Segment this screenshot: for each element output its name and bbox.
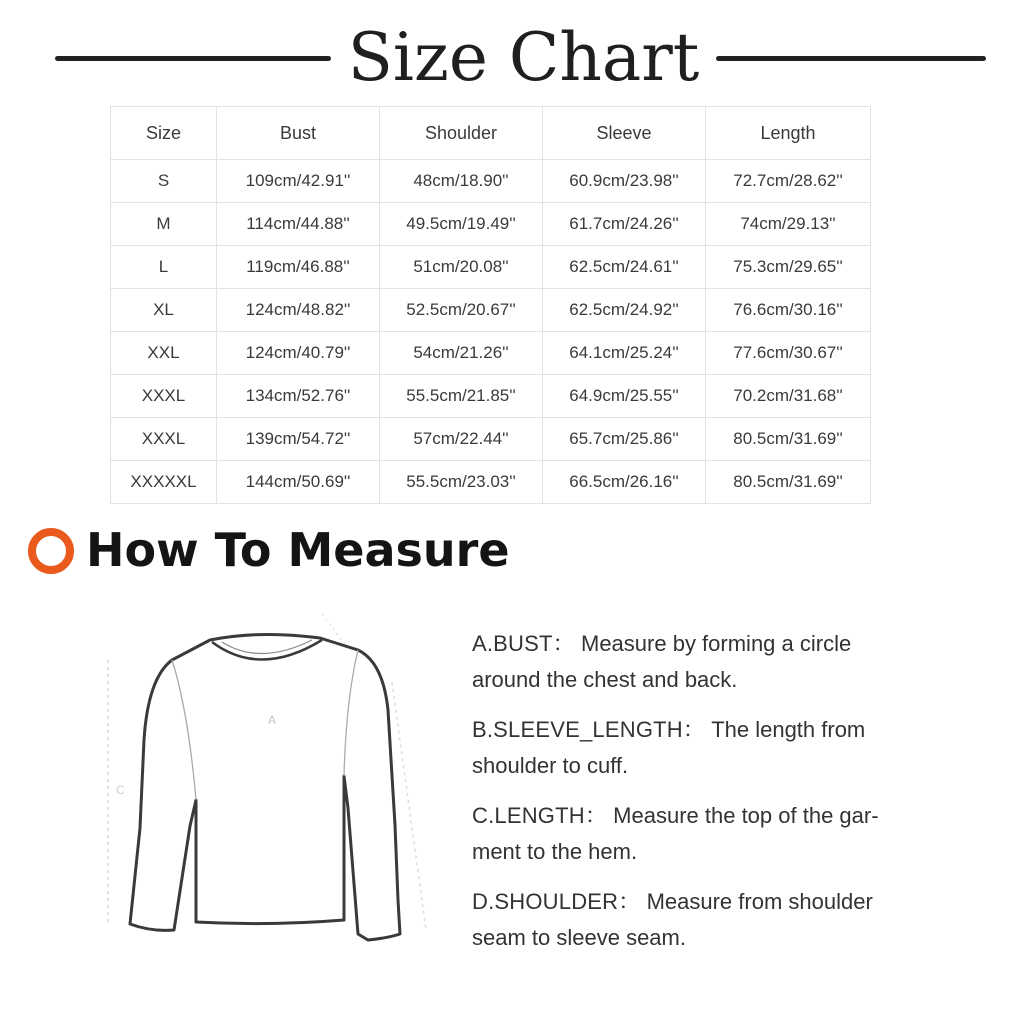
header-shoulder: Shoulder <box>380 107 543 160</box>
cell-length: 77.6cm/30.67'' <box>706 332 871 375</box>
title-rule-left <box>55 56 331 61</box>
cell-sleeve: 61.7cm/24.26'' <box>543 203 706 246</box>
cell-length: 74cm/29.13'' <box>706 203 871 246</box>
page-title: Size Chart <box>347 19 700 96</box>
table-row <box>111 418 871 461</box>
size-table <box>110 106 871 504</box>
cell-bust: 124cm/48.82'' <box>217 289 380 332</box>
cell-size: L <box>111 246 217 289</box>
cell-length: 70.2cm/31.68'' <box>706 375 871 418</box>
cell-shoulder: 54cm/21.26'' <box>380 332 543 375</box>
instruction-shoulder <box>472 884 922 956</box>
cell-sleeve: 60.9cm/23.98'' <box>543 160 706 203</box>
cell-length: 72.7cm/28.62'' <box>706 160 871 203</box>
cell-size: M <box>111 203 217 246</box>
table-row <box>111 289 871 332</box>
cell-shoulder: 57cm/22.44'' <box>380 418 543 461</box>
cell-bust: 109cm/42.91'' <box>217 160 380 203</box>
cell-sleeve: 65.7cm/25.86'' <box>543 418 706 461</box>
cell-sleeve: 62.5cm/24.92'' <box>543 289 706 332</box>
shirt-outline <box>130 634 400 940</box>
cell-shoulder: 52.5cm/20.67'' <box>380 289 543 332</box>
cell-size: XXL <box>111 332 217 375</box>
instruction-code: A.BUST： <box>472 631 575 656</box>
cell-bust: 139cm/54.72'' <box>217 418 380 461</box>
title-rule-right <box>716 56 986 61</box>
table-row <box>111 332 871 375</box>
instruction-line: The length from <box>711 717 866 742</box>
instruction-sleeve-length <box>472 712 922 784</box>
instruction-line: Measure from shoulder <box>646 889 873 914</box>
label-a: A <box>268 713 277 727</box>
cell-bust: 124cm/40.79'' <box>217 332 380 375</box>
section-title: How To Measure <box>86 523 510 577</box>
cell-shoulder: 55.5cm/21.85'' <box>380 375 543 418</box>
cell-shoulder: 49.5cm/19.49'' <box>380 203 543 246</box>
instruction-code: C.LENGTH： <box>472 803 608 828</box>
table-row <box>111 160 871 203</box>
cell-bust: 134cm/52.76'' <box>217 375 380 418</box>
instruction-bust <box>472 626 922 698</box>
cell-sleeve: 66.5cm/26.16'' <box>543 461 706 504</box>
cell-bust: 119cm/46.88'' <box>217 246 380 289</box>
table-row <box>111 246 871 289</box>
cell-size: S <box>111 160 217 203</box>
instruction-line: shoulder to cuff. <box>472 753 629 778</box>
cell-length: 76.6cm/30.16'' <box>706 289 871 332</box>
cell-length: 75.3cm/29.65'' <box>706 246 871 289</box>
label-c: C <box>116 783 125 797</box>
cell-sleeve: 64.9cm/25.55'' <box>543 375 706 418</box>
cell-size: XL <box>111 289 217 332</box>
table-row <box>111 461 871 504</box>
cell-size: XXXL <box>111 375 217 418</box>
cell-shoulder: 55.5cm/23.03'' <box>380 461 543 504</box>
cell-bust: 114cm/44.88'' <box>217 203 380 246</box>
cell-shoulder: 48cm/18.90'' <box>380 160 543 203</box>
cell-sleeve: 62.5cm/24.61'' <box>543 246 706 289</box>
instruction-code: B.SLEEVE_LENGTH： <box>472 717 706 742</box>
cell-bust: 144cm/50.69'' <box>217 461 380 504</box>
cell-size: XXXXXL <box>111 461 217 504</box>
cell-length: 80.5cm/31.69'' <box>706 418 871 461</box>
instruction-line: around the chest and back. <box>472 667 738 692</box>
header-bust: Bust <box>217 107 380 160</box>
bullet-circle-icon <box>28 528 74 574</box>
instruction-line: seam to sleeve seam. <box>472 925 686 950</box>
title-row <box>0 18 1024 98</box>
table-row <box>111 203 871 246</box>
instruction-line: Measure the top of the gar- <box>613 803 879 828</box>
cell-shoulder: 51cm/20.08'' <box>380 246 543 289</box>
instruction-line: Measure by forming a circle <box>581 631 852 656</box>
table-row <box>111 375 871 418</box>
measure-instructions <box>472 626 922 970</box>
instruction-code: D.SHOULDER： <box>472 889 641 914</box>
table-header-row <box>111 107 871 160</box>
header-sleeve: Sleeve <box>543 107 706 160</box>
shirt-diagram <box>100 600 440 960</box>
cell-sleeve: 64.1cm/25.24'' <box>543 332 706 375</box>
instruction-length <box>472 798 922 870</box>
cell-length: 80.5cm/31.69'' <box>706 461 871 504</box>
instruction-line: ment to the hem. <box>472 839 638 864</box>
cell-size: XXXL <box>111 418 217 461</box>
header-size: Size <box>111 107 217 160</box>
header-length: Length <box>706 107 871 160</box>
